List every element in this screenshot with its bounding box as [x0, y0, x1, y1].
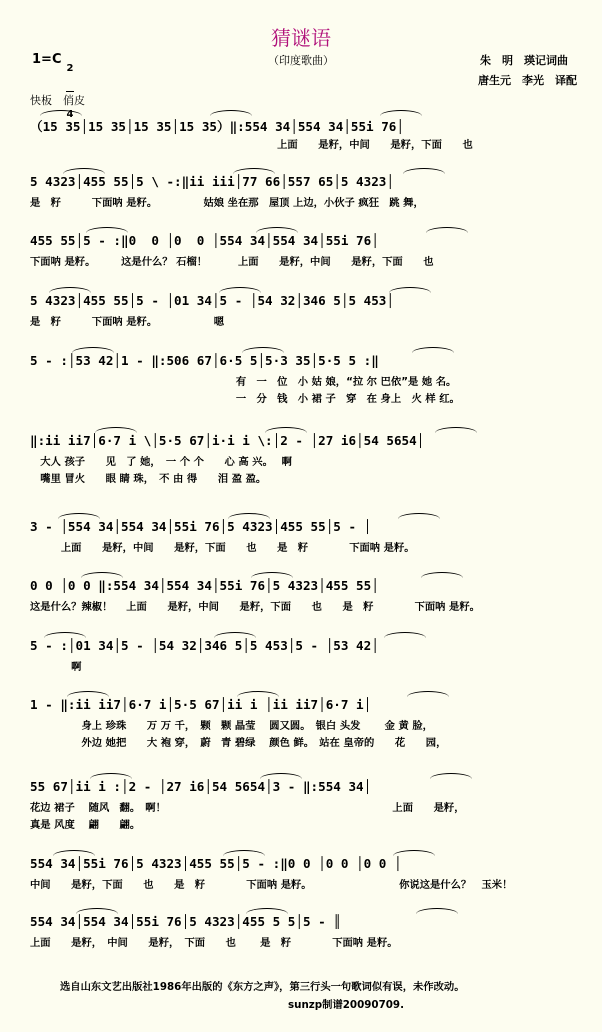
time-signature-top: 2	[66, 63, 74, 74]
slur-mark	[53, 850, 95, 856]
slur-mark	[393, 850, 435, 856]
lyric-line: 有 一 位 小 姑 娘，“拉 尔 巴依”是 她 名。	[30, 376, 457, 388]
slur-mark	[81, 572, 123, 578]
slur-mark	[210, 110, 252, 116]
notation-row: 5 - :│53 42│1 - ‖:506 67│6·5 5│5·3 35│5·5 5 :‖	[30, 353, 379, 368]
slur-mark	[223, 850, 265, 856]
lyric-line: 是 籽 下面呐 是籽。 姑娘 坐在那 屋顶 上边，小伙子 疯狂 跳 舞，	[30, 197, 424, 209]
lyric-line: 真是 风度 翩 翩。	[30, 819, 141, 831]
slur-mark	[237, 691, 279, 697]
lyric-line: 身上 珍珠 万 万 千， 颗 颗 晶莹 圆又圆。 银白 头发 金 黄 脸，	[30, 720, 433, 732]
notation-row: 3 - │554 34│554 34│55i 76│5 4323│455 55│5 - │	[30, 519, 372, 534]
slur-mark	[49, 287, 91, 293]
lyric-line: 是 籽 下面呐 是籽。 嗯	[30, 316, 225, 328]
slur-mark	[265, 427, 307, 433]
credit-translator: 唐生元 李光 译配	[478, 74, 577, 87]
slur-mark	[44, 632, 86, 638]
notation-row: 554 34│55i 76│5 4323│455 55│5 - :‖0 0 │0 0 │0 0 │	[30, 856, 402, 871]
lyric-line: 中间 是籽，下面 也 是 籽 下面呐 是籽。 你说这是什么？ 玉米！	[30, 879, 513, 891]
slur-mark	[407, 691, 449, 697]
lyric-line: 这是什么？辣椒！ 上面 是籽，中间 是籽，下面 也 是 籽 下面呐 是籽。	[30, 601, 480, 613]
tempo-marking: 快板 俏皮	[30, 94, 85, 107]
notation-row: 5 4323│455 55│5 \ -:‖ii iii│77 66│557 65│5 4323│	[30, 174, 394, 189]
slur-mark	[430, 773, 472, 779]
source-note: 选自山东文艺出版社1986年出版的《东方之声》，第三行头一句歌词似有误，未作改动。	[60, 981, 465, 993]
lyric-line: 花边 裙子 随风 翻。 啊！ 上面 是籽，	[30, 802, 465, 814]
slur-mark	[389, 287, 431, 293]
slur-mark	[421, 572, 463, 578]
lyric-line: 大人 孩子 见 了 她， 一 个 个 心 高 兴。 啊	[30, 456, 292, 468]
time-signature-bottom: 4	[66, 109, 74, 120]
slur-mark	[412, 347, 454, 353]
slur-mark	[398, 513, 440, 519]
slur-mark	[233, 168, 275, 174]
lyric-line: 嘴里 冒火 眼 睛 珠， 不 由 得 泪 盈 盈。	[30, 473, 267, 485]
slur-mark	[384, 632, 426, 638]
slur-mark	[380, 110, 422, 116]
notation-row: 554 34│554 34│55i 76│5 4323│455 5 5│5 - ║	[30, 914, 341, 929]
slur-mark	[58, 513, 100, 519]
slur-mark	[72, 347, 114, 353]
notation-row: 1 - ‖:ii ii7│6·7 i│5·5 67│ii i │ii ii7│6·7 i│	[30, 697, 372, 712]
notation-row: 0 0 │0 0 ‖:554 34│554 34│55i 76│5 4323│455 55│	[30, 578, 379, 593]
notation-row: 455 55│5 - :‖0 0 │0 0 │554 34│554 34│55i 76│	[30, 233, 379, 248]
credit-composer: 朱 明 瑛记词曲	[480, 54, 568, 67]
slur-mark	[90, 773, 132, 779]
slur-mark	[403, 168, 445, 174]
slur-mark	[219, 287, 261, 293]
slur-mark	[76, 908, 118, 914]
lyric-line: 下面呐 是籽。 这是什么？ 石榴！ 上面 是籽，中间 是籽，下面 也	[30, 256, 434, 268]
lyric-line: 外边 她把 大 袍 穿， 蔚 青 碧绿 颜色 鲜。 站在 皇帝的 花 园，	[30, 737, 447, 749]
lyric-line: 上面 是籽， 中间 是籽， 下面 也 是 籽 下面呐 是籽。	[30, 937, 398, 949]
lyric-line: 上面 是籽，中间 是籽，下面 也 是 籽 下面呐 是籽。	[30, 542, 415, 554]
notation-row: ‖:ii ii7│6·7 i \│5·5 67│i·i i \:│2 - │27 i6│54 5654│	[30, 433, 425, 448]
slur-mark	[416, 908, 458, 914]
slur-mark	[63, 168, 105, 174]
slur-mark	[242, 347, 284, 353]
lyric-line: 上面 是籽，中间 是籽，下面 也	[30, 139, 473, 151]
notation-row: 55 67│ii i :│2 - │27 i6│54 5654│3 - ‖:554 34│	[30, 779, 372, 794]
transcriber-note: sunzp制谱20090709.	[288, 999, 404, 1011]
song-title: 猜谜语	[271, 26, 331, 50]
slur-mark	[260, 773, 302, 779]
slur-mark	[246, 908, 288, 914]
slur-mark	[40, 110, 82, 116]
notation-row: 5 4323│455 55│5 - │01 34│5 - │54 32│346 5│5 453│	[30, 293, 394, 308]
song-subtitle: （印度歌曲）	[268, 54, 334, 67]
slur-mark	[95, 427, 137, 433]
slur-mark	[214, 632, 256, 638]
lyric-line: 啊	[30, 661, 82, 673]
slur-mark	[251, 572, 293, 578]
notation-row: （15 35│15 35│15 35│15 35）‖:554 34│554 34│55i 76│	[30, 119, 404, 134]
slur-mark	[435, 427, 477, 433]
lyric-line: 一 分 钱 小 裙 子 穿 在 身上 火 样 红。	[30, 393, 460, 405]
slur-mark	[256, 227, 298, 233]
slur-mark	[86, 227, 128, 233]
slur-mark	[67, 691, 109, 697]
slur-mark	[426, 227, 468, 233]
slur-mark	[228, 513, 270, 519]
notation-row: 5 - :│01 34│5 - │54 32│346 5│5 453│5 - │53 42│	[30, 638, 379, 653]
key-signature: 1=C	[32, 52, 62, 67]
